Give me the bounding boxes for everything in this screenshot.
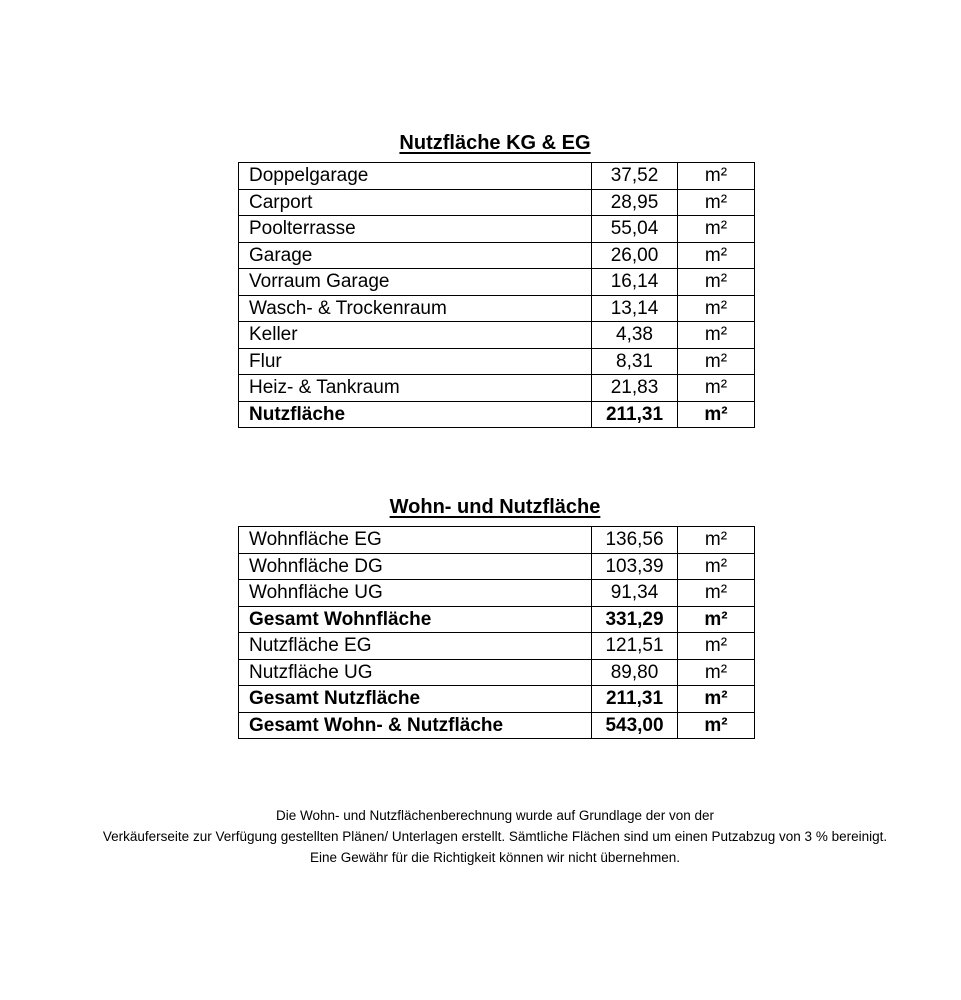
table-row bbox=[239, 401, 755, 428]
row-unit: m² bbox=[678, 348, 755, 375]
row-value: 91,34 bbox=[592, 580, 678, 607]
row-unit: m² bbox=[678, 633, 755, 660]
row-unit: m² bbox=[678, 295, 755, 322]
row-value: 8,31 bbox=[592, 348, 678, 375]
row-value: 55,04 bbox=[592, 216, 678, 243]
row-label: Wohnfläche UG bbox=[239, 580, 592, 607]
row-unit: m² bbox=[678, 659, 755, 686]
row-label: Nutzfläche UG bbox=[239, 659, 592, 686]
table1-title: Nutzfläche KG & EG bbox=[399, 132, 591, 154]
table-row bbox=[239, 580, 755, 607]
row-value: 37,52 bbox=[592, 163, 678, 190]
table-row bbox=[239, 553, 755, 580]
row-unit: m² bbox=[678, 712, 755, 739]
row-unit: m² bbox=[678, 322, 755, 349]
row-value: 331,29 bbox=[592, 606, 678, 633]
row-label: Doppelgarage bbox=[239, 163, 592, 190]
row-label: Wasch- & Trockenraum bbox=[239, 295, 592, 322]
table-row bbox=[239, 322, 755, 349]
table-row bbox=[239, 633, 755, 660]
row-unit: m² bbox=[678, 527, 755, 554]
disclaimer bbox=[0, 805, 961, 868]
table-row bbox=[239, 163, 755, 190]
row-unit: m² bbox=[678, 580, 755, 607]
row-value: 543,00 bbox=[592, 712, 678, 739]
row-value: 103,39 bbox=[592, 553, 678, 580]
table2-title: Wohn- und Nutzfläche bbox=[389, 496, 601, 518]
nutzflaeche-kg-eg-table bbox=[238, 162, 755, 428]
disclaimer-line: Die Wohn- und Nutzflächenberechnung wurde auf Grundlage der von der bbox=[275, 808, 715, 823]
row-value: 13,14 bbox=[592, 295, 678, 322]
row-label: Gesamt Wohnfläche bbox=[239, 606, 592, 633]
row-unit: m² bbox=[678, 686, 755, 713]
row-label: Nutzfläche EG bbox=[239, 633, 592, 660]
table-row bbox=[239, 242, 755, 269]
row-value: 4,38 bbox=[592, 322, 678, 349]
row-label: Wohnfläche DG bbox=[239, 553, 592, 580]
row-value: 89,80 bbox=[592, 659, 678, 686]
row-unit: m² bbox=[678, 269, 755, 296]
disclaimer-line: Verkäuferseite zur Verfügung gestellten Plänen/ Unterlagen erstellt. Sämtliche Flächen sind um einen Putzabzug von 3 % bereinigt. bbox=[102, 829, 888, 844]
row-unit: m² bbox=[678, 163, 755, 190]
row-unit: m² bbox=[678, 216, 755, 243]
row-label: Poolterrasse bbox=[239, 216, 592, 243]
row-label: Vorraum Garage bbox=[239, 269, 592, 296]
row-label: Nutzfläche bbox=[239, 401, 592, 428]
row-label: Gesamt Wohn- & Nutzfläche bbox=[239, 712, 592, 739]
table-row bbox=[239, 189, 755, 216]
table-row bbox=[239, 216, 755, 243]
row-unit: m² bbox=[678, 401, 755, 428]
table-row bbox=[239, 375, 755, 402]
table-row bbox=[239, 712, 755, 739]
row-label: Flur bbox=[239, 348, 592, 375]
row-unit: m² bbox=[678, 606, 755, 633]
table-row bbox=[239, 348, 755, 375]
row-value: 16,14 bbox=[592, 269, 678, 296]
row-label: Gesamt Nutzfläche bbox=[239, 686, 592, 713]
row-unit: m² bbox=[678, 553, 755, 580]
wohn-und-nutzflaeche-table bbox=[238, 526, 755, 739]
row-value: 211,31 bbox=[592, 401, 678, 428]
table-row bbox=[239, 606, 755, 633]
row-value: 121,51 bbox=[592, 633, 678, 660]
table-row bbox=[239, 527, 755, 554]
table-row bbox=[239, 295, 755, 322]
row-label: Garage bbox=[239, 242, 592, 269]
row-label: Carport bbox=[239, 189, 592, 216]
table-row bbox=[239, 659, 755, 686]
row-unit: m² bbox=[678, 189, 755, 216]
table-row bbox=[239, 269, 755, 296]
row-value: 211,31 bbox=[592, 686, 678, 713]
row-label: Wohnfläche EG bbox=[239, 527, 592, 554]
row-value: 21,83 bbox=[592, 375, 678, 402]
disclaimer-line: Eine Gewähr für die Richtigkeit können wir nicht übernehmen. bbox=[310, 850, 680, 865]
row-value: 28,95 bbox=[592, 189, 678, 216]
row-value: 136,56 bbox=[592, 527, 678, 554]
table-row bbox=[239, 686, 755, 713]
row-unit: m² bbox=[678, 242, 755, 269]
row-value: 26,00 bbox=[592, 242, 678, 269]
row-label: Keller bbox=[239, 322, 592, 349]
row-label: Heiz- & Tankraum bbox=[239, 375, 592, 402]
row-unit: m² bbox=[678, 375, 755, 402]
